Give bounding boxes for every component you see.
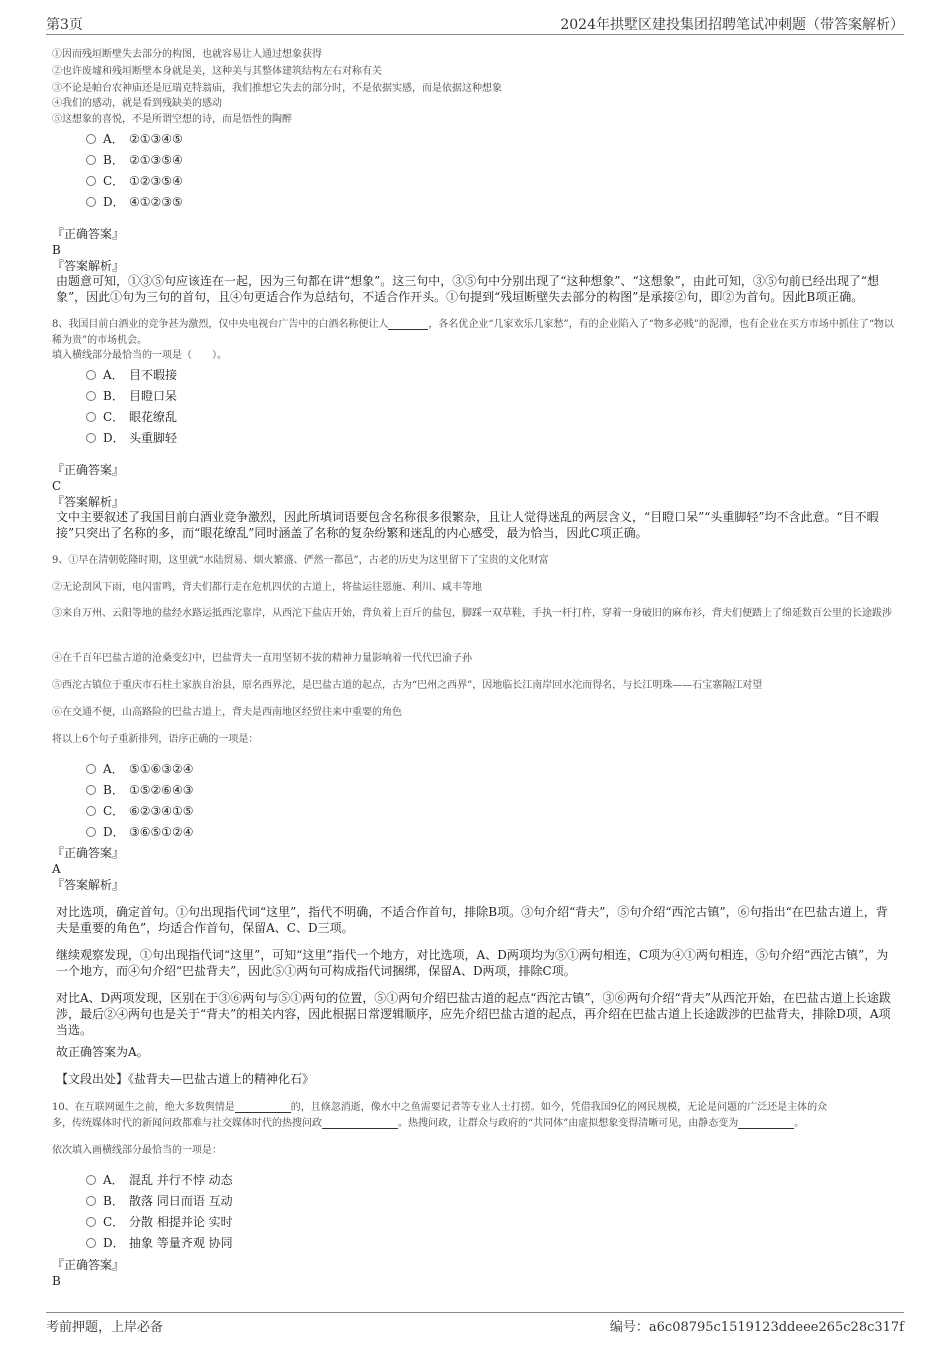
- q9-statement: ⑥在交通不便，山高路险的巴盐古道上，背夫是西南地区经贸往来中重要的角色: [52, 707, 402, 718]
- radio-icon[interactable]: [86, 764, 96, 774]
- q7-option-a[interactable]: A． ②①③④⑤: [86, 131, 183, 147]
- analysis-paragraph: 继续观察发现，①句出现指代词“这里”，可知“这里”指代一个地方，对比选项，A、D两项均为⑤①两句相连，C项为④①两句相连，⑤句介绍“西沱古镇”，为一个地方，而④句介绍“巴盐背夫”，因此⑤①两句可构成指代词捆绑，保留A、D两项，排除C项。: [56, 948, 889, 978]
- q7-statement: ③不论是帕台农神庙还是厄瑞克特翁庙，我们推想它失去的部分时，不是依据实感，而是依据这种想象: [52, 83, 502, 94]
- q9-statement: ②无论刮风下雨，电闪雷鸣，背夫们都行走在危机四伏的古道上，将盐运往恩施、利川、咸丰等地: [52, 582, 482, 593]
- q7-statement: ⑤这想象的喜悦，不是所谓空想的诗，而是悟性的陶醉: [52, 114, 292, 125]
- q9-option-c[interactable]: C． ⑥②③④①⑤: [86, 803, 194, 819]
- q7-statement: ④我们的感动，就是看到残缺美的感动: [52, 98, 222, 109]
- q9-prompt: 将以上6个句子重新排列，语序正确的一项是：: [52, 734, 259, 745]
- analysis-text: 文中主要叙述了我国目前白酒业竞争激烈，因此所填词语要包含名称很多很繁杂，且让人觉得迷乱的两层含义，“目瞪口呆”“头重脚轻”均不含此意。“目不暇接”只突出了名称的多，而“眼花缭乱”同时涵盖了名称的复杂纷繁和迷乱的内心感受，最为恰当，因此C项正确。: [56, 510, 879, 540]
- answer-label: 『正确答案』: [52, 1258, 125, 1272]
- analysis-label: 『答案解析』: [52, 259, 125, 273]
- page-header: [46, 14, 904, 35]
- q9-option-b[interactable]: B． ①⑤②⑥④③: [86, 782, 194, 798]
- document-code: 编号：a6c08795c1519123ddeee265c28c317f: [609, 1320, 904, 1335]
- q7-option-d[interactable]: D． ④①②③⑤: [86, 194, 183, 210]
- q8-option-b[interactable]: B． 目瞪口呆: [86, 388, 177, 404]
- q8-option-d[interactable]: D． 头重脚轻: [86, 430, 177, 446]
- fill-blank: [388, 317, 428, 330]
- answer-label: 『正确答案』: [52, 463, 125, 477]
- radio-icon[interactable]: [86, 370, 96, 380]
- q9-statement: ⑤西沱古镇位于重庆市石柱土家族自治县，原名西界沱，是巴盐古道的起点，古为“巴州之西界”，因地临长江南岸回水沱而得名，与长江明珠——石宝寨隔江对望: [52, 680, 763, 691]
- q8-option-c[interactable]: C． 眼花缭乱: [86, 409, 177, 425]
- answer-value: B: [52, 1274, 61, 1288]
- radio-icon[interactable]: [86, 176, 96, 186]
- q9-option-a[interactable]: A． ⑤①⑥③②④: [86, 761, 194, 777]
- q10-option-a[interactable]: A． 混乱 并行不悖 动态: [86, 1172, 233, 1188]
- q10-stem-cont: 多，传统媒体时代的新闻问政都难与社交媒体时代的热搜问政 。热搜问政，让群众与政府的“共同体”由虚拟想象变得清晰可见，由静态变为 。: [52, 1118, 805, 1129]
- fill-blank: [235, 1100, 291, 1113]
- q9-statement: ④在千百年巴盐古道的沧桑变幻中，巴盐背夫一直用坚韧不拔的精神力量影响着一代代巴渝子孙: [52, 653, 472, 664]
- q7-option-c[interactable]: C． ①②③⑤④: [86, 173, 183, 189]
- analysis-paragraph: 对比选项，确定首句。①句出现指代词“这里”，指代不明确，不适合作首句，排除B项。③句介绍“背夫”，⑤句介绍“西沱古镇”，⑥句指出“在巴盐古道上，背夫是重要的角色”，均适合作首句，保留A、C、D三项。: [56, 905, 888, 935]
- fill-blank: [738, 1116, 794, 1129]
- radio-icon[interactable]: [86, 1175, 96, 1185]
- radio-icon[interactable]: [86, 155, 96, 165]
- radio-icon[interactable]: [86, 1238, 96, 1248]
- radio-icon[interactable]: [86, 806, 96, 816]
- q8-stem: 8、我国目前白酒业的竞争甚为激烈，仅中央电视台广告中的白酒名称便让人 ，各名优企业“几家欢乐几家愁”，有的企业陷入了“物多必贱”的泥潭，也有企业在买方市场中抓住了“物以稀为贵”的市场机会。: [52, 319, 894, 346]
- analysis-text: 由题意可知，①③⑤句应该连在一起，因为三句都在讲“想象”。这三句中，③⑤句中分别出现了“这种想象”、“这想象”，由此可知，③⑤句前已经出现了“想象”，因此①句为三句的首句，且④句更适合作为总结句，不适合作开头。①句提到“残垣断壁失去部分的构图”是承接②句，即②为首句。因此B项正确。: [56, 274, 879, 304]
- q7-statement: ②也许废墟和残垣断壁本身就是美，这种美与其整体建筑结构左右对称有关: [52, 66, 382, 77]
- source-citation: 【文段出处】《盐背夫—巴盐古道上的精神化石》: [56, 1072, 315, 1086]
- document-title: 2024年拱墅区建投集团招聘笔试冲刺题（带答案解析）: [560, 17, 904, 33]
- answer-value: A: [52, 862, 61, 876]
- page-footer: [46, 1312, 904, 1336]
- q10-option-c[interactable]: C． 分散 相提并论 实时: [86, 1214, 233, 1230]
- fill-blank: [322, 1116, 398, 1129]
- q9-statement: 9、①早在清朝乾隆时期，这里就“水陆贸易、烟火繁盛、俨然一都邑”，古老的历史为这里留下了宝贵的文化财富: [52, 555, 549, 566]
- radio-icon[interactable]: [86, 1196, 96, 1206]
- q9-option-d[interactable]: D． ③⑥⑤①②④: [86, 824, 194, 840]
- radio-icon[interactable]: [86, 412, 96, 422]
- analysis-label: 『答案解析』: [52, 878, 125, 892]
- radio-icon[interactable]: [86, 1217, 96, 1227]
- q7-option-b[interactable]: B． ②①③⑤④: [86, 152, 183, 168]
- radio-icon[interactable]: [86, 391, 96, 401]
- q10-prompt: 依次填入画横线部分最恰当的一项是：: [52, 1145, 222, 1156]
- q7-statement: ①因而残垣断壁失去部分的构图，也就容易让人通过想象获得: [52, 49, 322, 60]
- q8-prompt: 填入横线部分最恰当的一项是（ ）。: [52, 350, 227, 361]
- answer-value: B: [52, 243, 61, 257]
- radio-icon[interactable]: [86, 433, 96, 443]
- analysis-paragraph: 对比A、D两项发现，区别在于③⑥两句与⑤①两句的位置，⑤①两句介绍巴盐古道的起点“西沱古镇”，③⑥两句介绍“背夫”从西沱开始，在巴盐古道上长途跋涉，最后②④两句也是关于“背夫”的相关内容，因此根据日常逻辑顺序，应先介绍巴盐古道的起点，再介绍在巴盐古道上长途跋涉的巴盐背夫，排除D项，A项当选。: [56, 991, 891, 1037]
- radio-icon[interactable]: [86, 827, 96, 837]
- footer-slogan: 考前押题，上岸必备: [46, 1320, 164, 1335]
- analysis-conclusion: 故正确答案为A。: [56, 1045, 149, 1059]
- answer-value: C: [52, 479, 62, 493]
- q9-statement: ③来自万州、云阳等地的盐经水路运抵西沱靠岸，从西沱下盐店开始，背负着上百斤的盐包，脚踩一双草鞋，手执一杆打杵，穿着一身破旧的麻布衫，背夫们便踏上了绵延数百公里的长途跋涉: [52, 608, 892, 619]
- q10-option-d[interactable]: D． 抽象 等量齐观 协同: [86, 1235, 233, 1251]
- analysis-label: 『答案解析』: [52, 495, 125, 509]
- radio-icon[interactable]: [86, 134, 96, 144]
- q10-option-b[interactable]: B． 散落 同日而语 互动: [86, 1193, 233, 1209]
- answer-label: 『正确答案』: [52, 227, 125, 241]
- q8-option-a[interactable]: A． 目不暇接: [86, 367, 177, 383]
- answer-label: 『正确答案』: [52, 846, 125, 860]
- radio-icon[interactable]: [86, 785, 96, 795]
- q10-stem: 10、在互联网诞生之前，绝大多数舆情是 的，且倏忽消逝，像水中之鱼需要记者等专业人士打捞。如今，凭借我国9亿的网民规模，无论是问题的广泛还是主体的众: [52, 1102, 828, 1113]
- radio-icon[interactable]: [86, 197, 96, 207]
- page-number: 第3页: [46, 17, 83, 33]
